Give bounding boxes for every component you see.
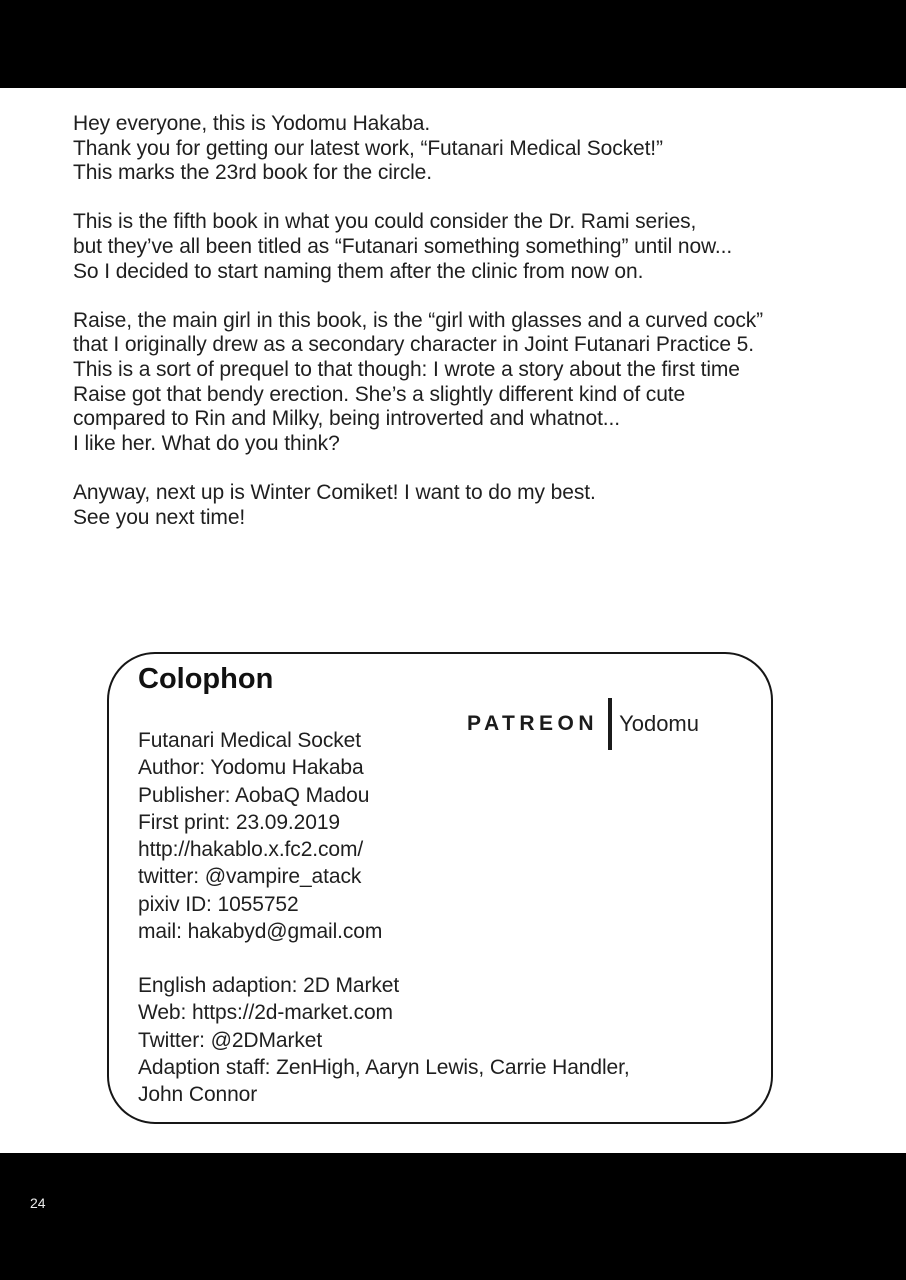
text-line: See you next time! <box>73 505 246 529</box>
colophon-info-line: http://hakablo.x.fc2.com/ <box>138 838 364 862</box>
afterword-text <box>73 112 763 555</box>
colophon-info-line: John Connor <box>138 1083 258 1107</box>
afterword-paragraph-1 <box>73 112 763 186</box>
top-black-bar <box>0 0 906 88</box>
colophon-title: Colophon <box>138 663 274 695</box>
text-line: compared to Rin and Milky, being introverted and whatnot... <box>73 407 621 431</box>
text-line: that I originally drew as a secondary character in Joint Futanari Practice 5. <box>73 333 754 357</box>
colophon-info-line: Web: https://2d-market.com <box>138 1001 393 1025</box>
colophon-info-line: First print: 23.09.2019 <box>138 810 340 834</box>
afterword-paragraph-4 <box>73 481 763 530</box>
text-line: I like her. What do you think? <box>73 431 340 455</box>
colophon-info-line: Futanari Medical Socket <box>138 729 361 752</box>
colophon-info-line: Author: Yodomu Hakaba <box>138 756 364 780</box>
afterword-paragraph-2 <box>73 210 763 284</box>
colophon-info-line: English adaption: 2D Market <box>138 974 400 997</box>
text-line: This is the fifth book in what you could consider the Dr. Rami series, <box>73 210 697 234</box>
patreon-divider-bar <box>608 698 612 750</box>
patreon-lockup <box>467 698 699 750</box>
colophon-info-line: Adaption staff: ZenHigh, Aaryn Lewis, Carrie Handler, <box>138 1055 630 1079</box>
text-line: This is a sort of prequel to that though: I wrote a story about the first time <box>73 357 740 381</box>
patreon-wordmark: PATREON <box>467 712 599 735</box>
colophon-box <box>107 652 773 1124</box>
page-number: 24 <box>30 1195 46 1211</box>
colophon-info-line: pixiv ID: 1055752 <box>138 892 299 916</box>
text-line: Raise got that bendy erection. She’s a slightly different kind of cute <box>73 382 686 406</box>
colophon-info-line: mail: hakabyd@gmail.com <box>138 920 383 944</box>
patreon-creator-name: Yodomu <box>619 711 699 736</box>
bottom-black-bar <box>0 1153 906 1280</box>
text-line: So I decided to start naming them after the clinic from now on. <box>73 259 644 283</box>
text-line: Thank you for getting our latest work, “Futanari Medical Socket!” <box>73 136 663 160</box>
text-line: Hey everyone, this is Yodomu Hakaba. <box>73 112 431 135</box>
text-line: This marks the 23rd book for the circle. <box>73 161 432 185</box>
afterword-paragraph-3 <box>73 309 763 457</box>
colophon-info-line: Twitter: @2DMarket <box>138 1028 323 1052</box>
colophon-adaption-info <box>138 972 630 1108</box>
colophon-info-line: Publisher: AobaQ Madou <box>138 783 370 807</box>
text-line: but they’ve all been titled as “Futanari something something” until now... <box>73 234 733 258</box>
colophon-info-line: twitter: @vampire_atack <box>138 865 362 889</box>
text-line: Raise, the main girl in this book, is the “girl with glasses and a curved cock” <box>73 308 764 332</box>
colophon-book-info <box>138 727 382 945</box>
text-line: Anyway, next up is Winter Comiket! I want to do my best. <box>73 480 596 504</box>
